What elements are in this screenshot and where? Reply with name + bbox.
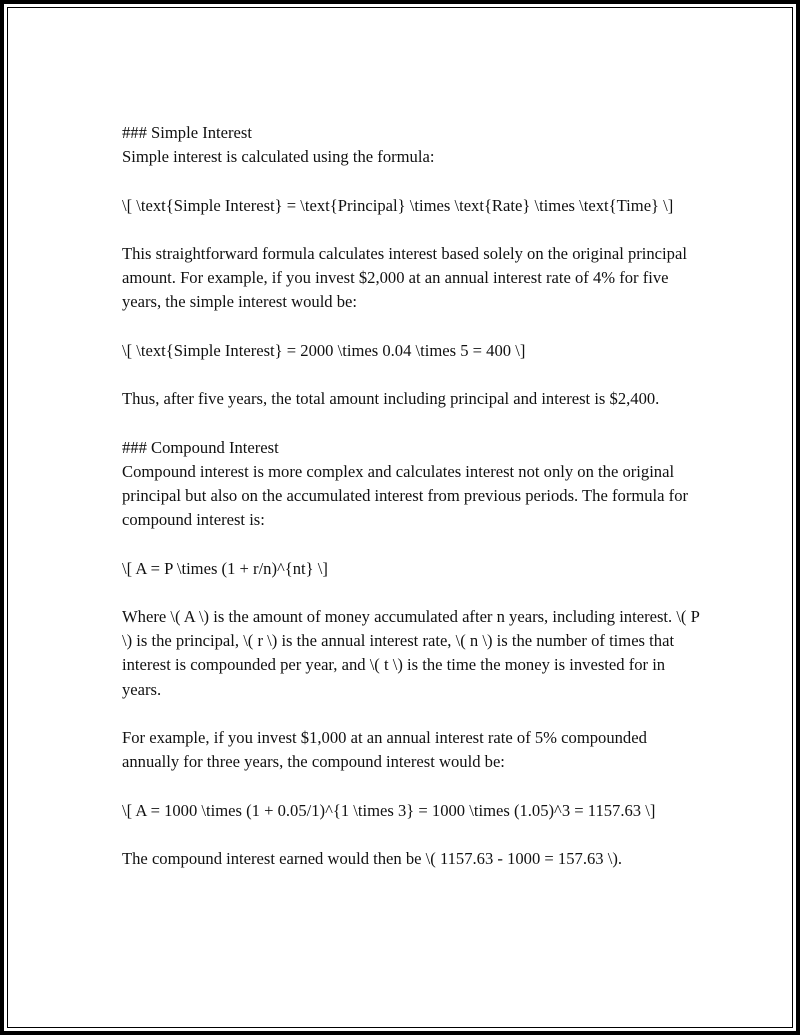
compound-interest-earned: The compound interest earned would then be \( 1157.63 - 1000 = 157.63 \). <box>122 848 622 868</box>
simple-interest-intro: Simple interest is calculated using the formula: <box>122 147 435 167</box>
compound-interest-intro: Compound interest is more complex and calculates interest not only on the original principal but also on the accumulated interest from previous periods. The formula for compound interest is: <box>122 461 689 530</box>
simple-interest-formula: \[ \text{Simple Interest} = \text{Principal} \times \text{Rate} \times \text{Time} \] <box>122 195 674 215</box>
simple-interest-example-formula: \[ \text{Simple Interest} = 2000 \times 0.04 \times 5 = 400 \] <box>122 340 526 360</box>
compound-interest-variables: Where \( A \) is the amount of money accumulated after n years, including interest. \( P \) is the principal, \( r \) is the annual interest rate, \( n \) is the number of times that interest is compounded per year, and \( t \) is the time the money is invested for in years. <box>122 606 700 699</box>
compound-interest-formula: \[ A = P \times (1 + r/n)^{nt} \] <box>122 558 328 578</box>
document-body <box>122 121 702 895</box>
simple-interest-total: Thus, after five years, the total amount including principal and interest is $2,400. <box>122 389 660 409</box>
compound-interest-example-intro: For example, if you invest $1,000 at an annual interest rate of 5% compounded annually for three years, the compound interest would be: <box>122 727 647 772</box>
simple-interest-heading: ### Simple Interest <box>122 123 252 142</box>
compound-interest-heading: ### Compound Interest <box>122 437 279 457</box>
simple-interest-explanation: This straightforward formula calculates interest based solely on the original principal amount. For example, if you invest $2,000 at an annual interest rate of 4% for five years, the simple interest would be: <box>122 243 687 312</box>
compound-interest-example-formula: \[ A = 1000 \times (1 + 0.05/1)^{1 \times 3} = 1000 \times (1.05)^3 = 1157.63 \] <box>122 800 656 820</box>
